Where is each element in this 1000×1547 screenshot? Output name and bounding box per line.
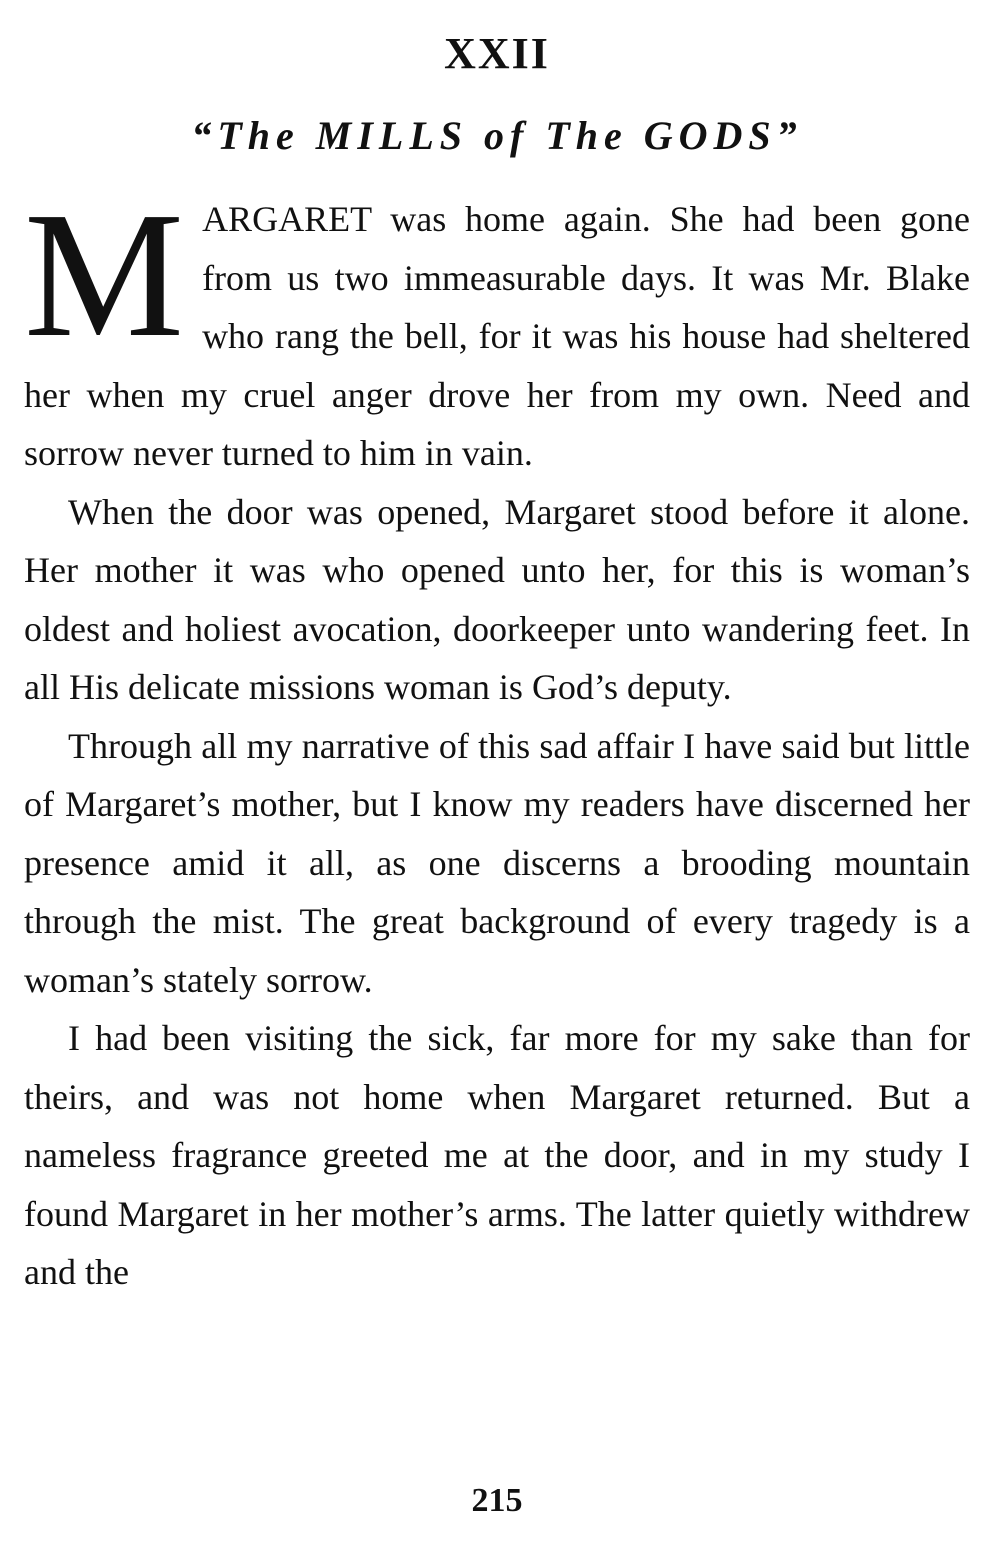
- paragraph-4: I had been visiting the sick, far more for my sake than for theirs, and was not home when Margaret returned. But a nameless fragrance greeted me at the door, and in my study I found Margaret in her mother’s arms. The latter quietly withdrew and the: [24, 1018, 970, 1292]
- chapter-body: [24, 175, 970, 1302]
- drop-cap: M: [24, 175, 185, 374]
- page-number: 215: [471, 1482, 523, 1519]
- book-page: [24, 0, 970, 1547]
- paragraph-3: Through all my narrative of this sad affair I have said but little of Margaret’s mother, but I know my readers have discerned her presence amid it all, as one discerns a brooding mountain through the mist. The great background of every tragedy is a woman’s stately sorrow.: [24, 725, 970, 1000]
- paragraph-2: When the door was opened, Margaret stood before it alone. Her mother it was who opened unto her, for this is woman’s oldest and holiest avocation, doorkeeper unto wandering feet. In all His delicate missions woman is God’s deputy.: [24, 491, 970, 707]
- paragraph-1: [24, 175, 970, 483]
- chapter-title: “The MILLS of The GODS”: [191, 113, 803, 158]
- chapter-number: XXII: [444, 29, 550, 78]
- paragraph-1-text: ARGARET was home again. She had been gone from us two immeasurable days. It was Mr. Blake who rang the bell, for it was his house had sheltered her when my cruel anger drove her from my own. Need and sorrow never turned to him in vain.: [24, 199, 970, 473]
